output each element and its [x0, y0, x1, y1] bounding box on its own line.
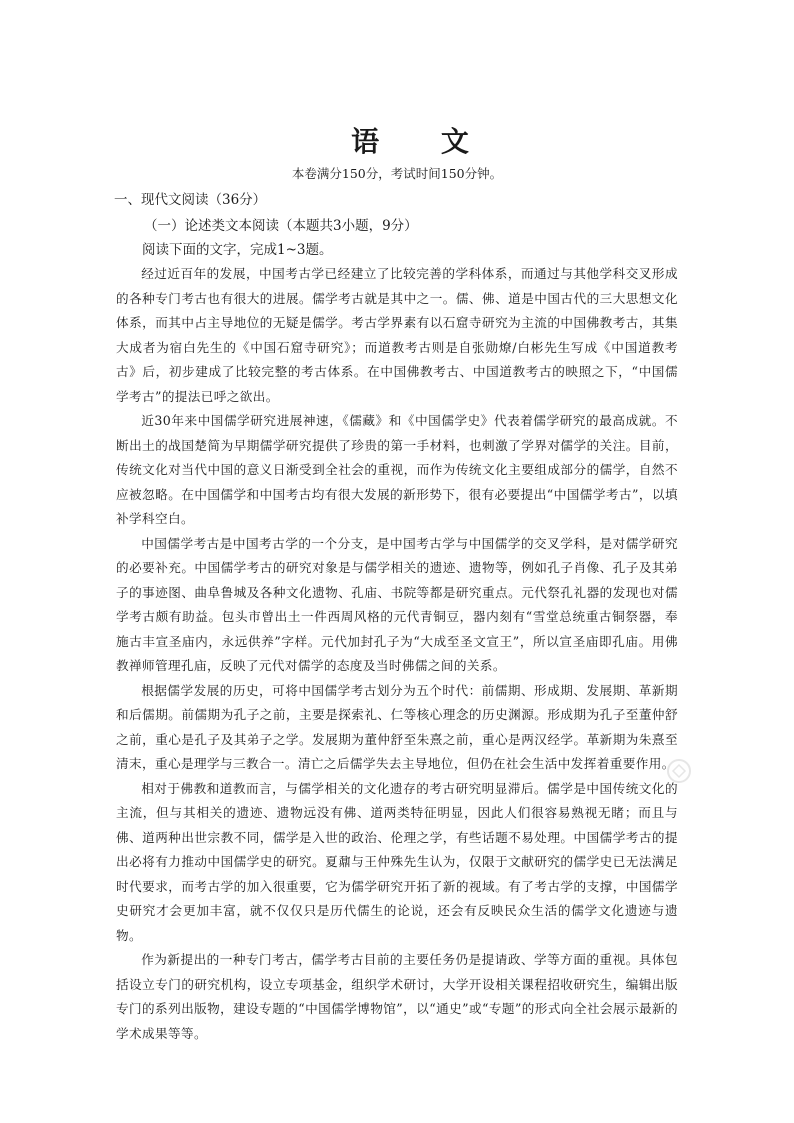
- paragraph-6: 作为新提出的一种专门考古，儒学考古目前的主要任务仍是提请政、学等方面的重视。具体包括设立专门的研究机构，设立专项基金，组织学术研讨，大学开设相关课程招收研究生，编辑出版专门的系列出版物，建设专题的“中国儒学博物馆”，以“通史”或“专题”的形式向全社会展示最新的学术成果等等。: [116, 952, 678, 1041]
- section-heading: 一、现代文阅读（36分）: [114, 192, 267, 208]
- paragraph-1: 经过近百年的发展，中国考古学已经建立了比较完善的学科体系，而通过与其他学科交叉形成的各种专门考古也有很大的进展。儒学考古就是其中之一。儒、佛、道是中国古代的三大思想文化体系，而其中占主导地位的无疑是儒学。考古学界素有以石窟寺研究为主流的中国佛教考古，其集大成者为宿白先生的《中国石窟寺研究》；而道教考古则是自张勋燎/白彬先生写成《中国道教考古》后，初步建成了比较完整的考古体系。在中国佛教考古、中国道教考古的映照之下，“中国儒学考古”的提法已呼之欲出。: [116, 266, 678, 404]
- paragraph-4: 根据儒学发展的历史，可将中国儒学考古划分为五个时代：前儒期、形成期、发展期、革新期和后儒期。前儒期为孔子之前，主要是探索礼、仁等核心理念的历史渊源。形成期为孔子至董仲舒之前，重心是孔子及其弟子之学。发展期为董仲舒至朱熹之前，重心是两汉经学。革新期为朱熹至清末，重心是理学与三教合一。清亡之后儒学失去主导地位，但仍在社会生活中发挥着重要作用。: [116, 682, 678, 771]
- subsection-heading: （一）论述类文本阅读（本题共3小题，9分）: [144, 218, 418, 234]
- paragraph-2: 近30年来中国儒学研究进展神速，《儒藏》和《中国儒学史》代表着儒学研究的最高成就。不断出土的战国楚简为早期儒学研究提供了珍贵的第一手材料，也刺激了学界对儒学的关注。目前，传统文化对当代中国的意义日渐受到全社会的重视，而作为传统文化主要组成部分的儒学，自然不应被忽略。在中国儒学和中国考古均有很大发展的新形势下，很有必要提出“中国儒学考古”，以填补学科空白。: [116, 413, 678, 526]
- watermark-icon: [664, 756, 694, 786]
- paragraph-3: 中国儒学考古是中国考古学的一个分支，是中国考古学与中国儒学的交叉学科，是对儒学研究的必要补充。中国儒学考古的研究对象是与儒学相关的遗迹、遗物等，例如孔子肖像、孔子及其弟子的事迹图、曲阜鲁城及各种文化遗物、孔庙、书院等都是研究重点。元代祭孔礼器的发现也对儒学考古颇有助益。包头市曾出土一件西周风格的元代青铜豆，器内刻有“雪堂总统重古铜祭器，奉施古丰宣圣庙内，永远供养”字样。元代加封孔子为“大成至圣文宣王”，所以宣圣庙即孔庙。用佛教禅师管理孔庙，反映了元代对儒学的态度及当时佛儒之间的关系。: [116, 535, 678, 673]
- reading-passage: [116, 262, 678, 1046]
- page-title: 语 文: [351, 125, 495, 158]
- paragraph-5: 相对于佛教和道教而言，与儒学相关的文化遗存的考古研究明显滞后。儒学是中国传统文化的主流，但与其相关的遗迹、遗物远没有佛、道两类特征明显，因此人们很容易熟视无睹；而且与佛、道两种出世宗教不同，儒学是入世的政治、伦理之学，有些话题不易处理。中国儒学考古的提出必将有力推动中国儒学史的研究。夏鼐与王仲殊先生认为，仅限于文献研究的儒学史已无法满足时代要求，而考古学的加入很重要，它为儒学研究开拓了新的视域。有了考古学的支撑，中国儒学史研究才会更加丰富，就不仅仅只是历代儒生的论说，还会有反映民众生活的儒学文化遗迹与遗物。: [116, 780, 678, 943]
- reading-instruction: 阅读下面的文字，完成1~3题。: [142, 242, 333, 258]
- exam-subtitle: 本卷满分150分，考试时间150分钟。: [291, 166, 503, 181]
